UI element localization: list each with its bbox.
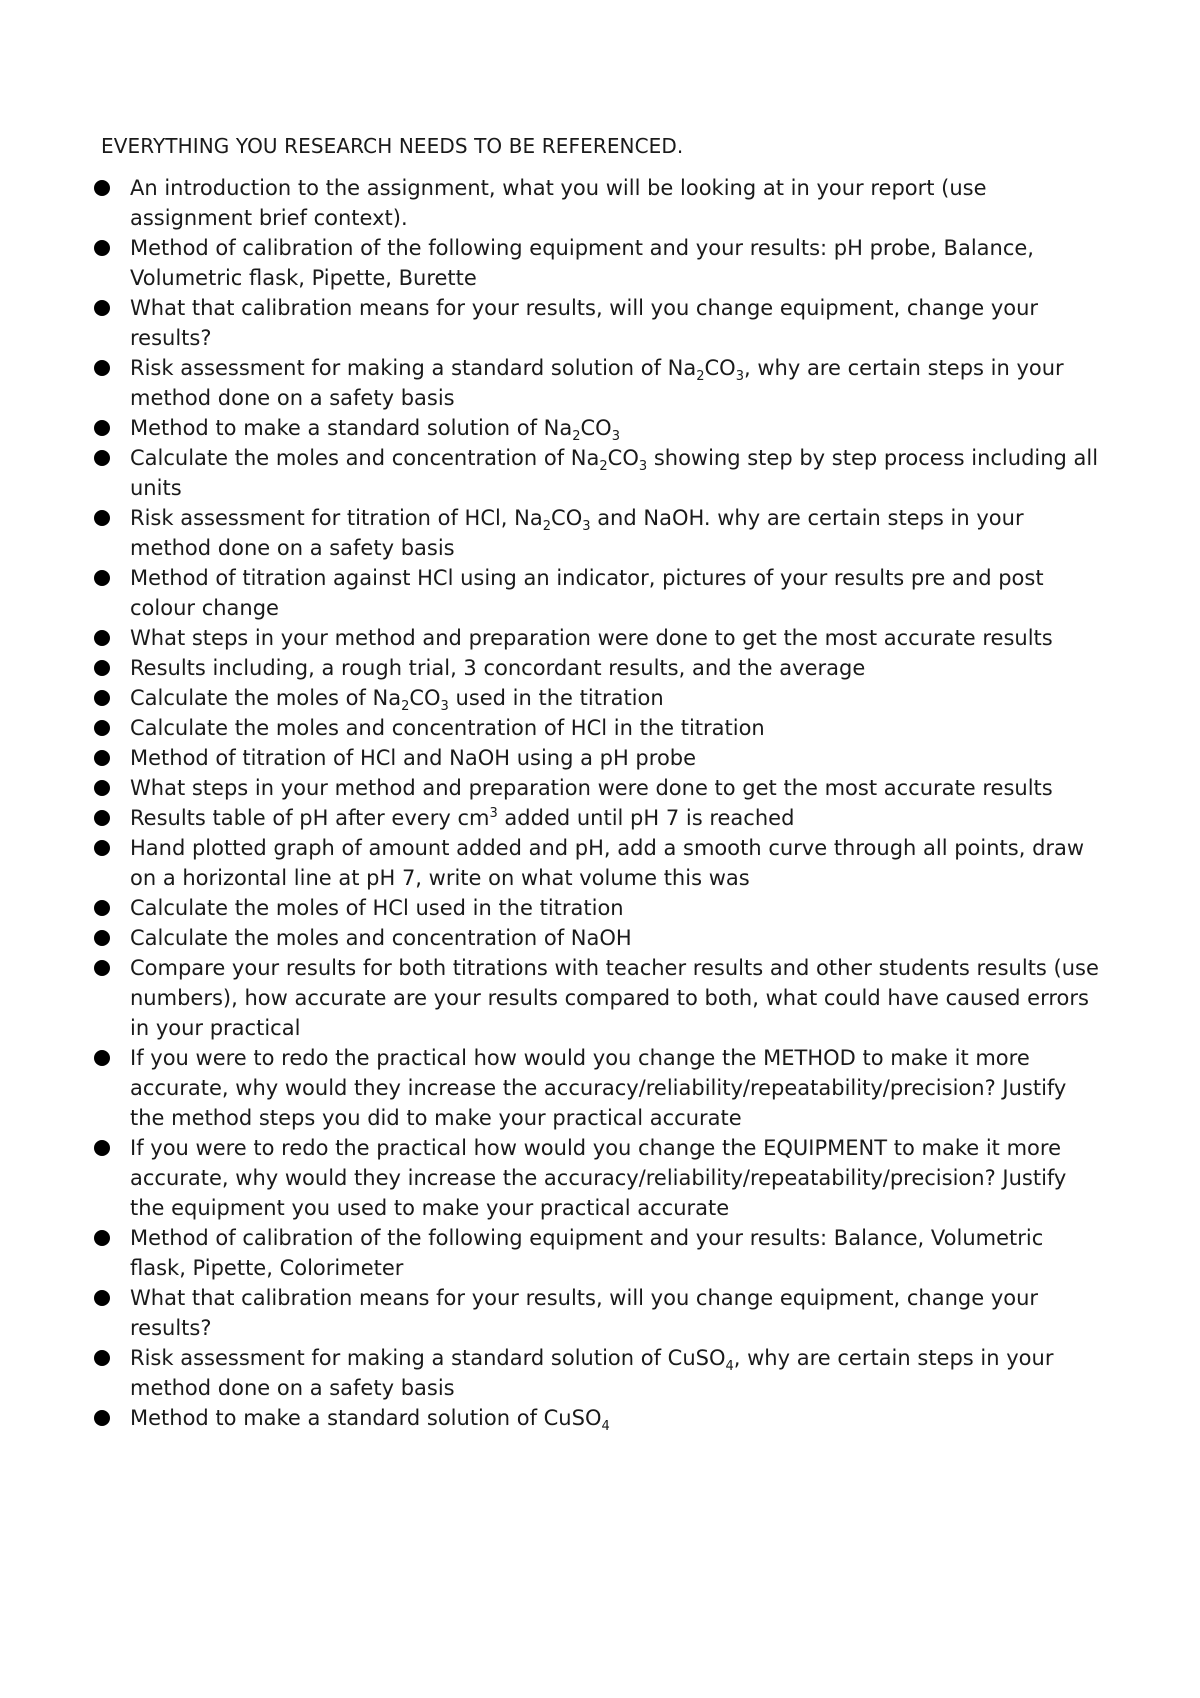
list-item	[94, 173, 1104, 233]
superscript: 3	[489, 806, 498, 821]
bullet-icon	[94, 1050, 110, 1066]
list-item	[94, 683, 1104, 713]
text-run: If you were to redo the practical how would you change the METHOD to make it more accurate, why would they increase the accuracy/reliability/repeatability/precision? Justify the method steps you did to make your practical accurate	[130, 1046, 1074, 1130]
bullet-icon	[94, 510, 110, 526]
text-run: Method of calibration of the following equipment and your results: Balance, Volumetric flask, Pipette, Colorimeter	[130, 1226, 1050, 1280]
bullet-icon	[94, 630, 110, 646]
list-item-text	[130, 503, 1104, 563]
list-item	[94, 773, 1104, 803]
bullet-icon	[94, 360, 110, 376]
text-run: Calculate the moles of HCl used in the titration	[130, 896, 624, 920]
subscript: 2	[572, 429, 581, 445]
list-item-text	[130, 413, 1104, 443]
text-run: , why are certain steps in your method done on a safety basis	[130, 356, 1071, 410]
list-item-text	[130, 353, 1104, 413]
bullet-icon	[94, 690, 110, 706]
subscript: 2	[696, 369, 705, 385]
bullet-icon	[94, 900, 110, 916]
text-run: CO	[409, 686, 441, 710]
text-run: Calculate the moles of Na	[130, 686, 402, 710]
text-run: Compare your results for both titrations with teacher results and other students results (use numbers), how accurate are your results compared to both, what could have caused errors in your practical	[130, 956, 1106, 1040]
text-run: CO	[551, 506, 583, 530]
text-run: If you were to redo the practical how would you change the EQUIPMENT to make it more accurate, why would they increase the accuracy/reliability/repeatability/precision? Justify the equipment you used to make your practical accurate	[130, 1136, 1074, 1220]
list-item-text	[130, 953, 1104, 1043]
list-item-text	[130, 923, 1104, 953]
bullet-icon	[94, 300, 110, 316]
text-run: Results including, a rough trial, 3 concordant results, and the average	[130, 656, 866, 680]
list-item	[94, 953, 1104, 1043]
list-item-text	[130, 893, 1104, 923]
bullet-icon	[94, 1350, 110, 1366]
text-run: Calculate the moles and concentration of NaOH	[130, 926, 632, 950]
list-item-text	[130, 743, 1104, 773]
list-item-text	[130, 773, 1104, 803]
subscript: 2	[542, 519, 552, 535]
list-item-text	[130, 1343, 1104, 1403]
list-item	[94, 563, 1104, 623]
list-item-text	[130, 293, 1104, 353]
list-item-text	[130, 173, 1104, 233]
subscript: 4	[725, 1359, 734, 1375]
list-item-text	[130, 563, 1104, 623]
list-item	[94, 623, 1104, 653]
list-item	[94, 713, 1104, 743]
bullet-icon	[94, 660, 110, 676]
subscript: 3	[582, 519, 591, 535]
bullet-icon	[94, 450, 110, 466]
list-item	[94, 923, 1104, 953]
subscript: 4	[601, 1419, 610, 1435]
list-item	[94, 443, 1104, 503]
subscript: 3	[735, 369, 744, 385]
list-item	[94, 1283, 1104, 1343]
text-run: Method to make a standard solution of CuSO	[130, 1406, 602, 1430]
list-item	[94, 503, 1104, 563]
bullet-icon	[94, 240, 110, 256]
text-run: Hand plotted graph of amount added and pH, add a smooth curve through all points, draw on a horizontal line at pH 7, write on what volume this was	[130, 836, 1091, 890]
list-item	[94, 1043, 1104, 1133]
text-run: Results table of pH after every cm	[130, 806, 490, 830]
text-run: Method to make a standard solution of Na	[130, 416, 573, 440]
list-item-text	[130, 1283, 1104, 1343]
document-heading: EVERYTHING YOU RESEARCH NEEDS TO BE REFERENCED.	[101, 134, 684, 158]
bullet-icon	[94, 960, 110, 976]
bullet-icon	[94, 720, 110, 736]
list-item	[94, 653, 1104, 683]
list-item	[94, 1133, 1104, 1223]
list-item-text	[130, 683, 1104, 713]
text-run: , why are certain steps in your method done on a safety basis	[130, 1346, 1061, 1400]
text-run: and NaOH. why are certain steps in your method done on a safety basis	[130, 506, 1031, 560]
text-run: Risk assessment for titration of HCl, Na	[130, 506, 543, 530]
bullet-icon	[94, 180, 110, 196]
list-item-text	[130, 1223, 1104, 1283]
subscript: 2	[599, 459, 608, 475]
list-item	[94, 413, 1104, 443]
list-item-text	[130, 1403, 1104, 1433]
list-item	[94, 833, 1104, 893]
list-item	[94, 233, 1104, 293]
text-run: Calculate the moles and concentration of Na	[130, 446, 600, 470]
bullet-icon	[94, 750, 110, 766]
text-run: Method of titration against HCl using an indicator, pictures of your results pre and post colour change	[130, 566, 1051, 620]
list-item-text	[130, 803, 1104, 833]
list-item-text	[130, 1043, 1104, 1133]
text-run: CO	[704, 356, 736, 380]
text-run: What that calibration means for your results, will you change equipment, change your results?	[130, 1286, 1045, 1340]
list-item	[94, 1223, 1104, 1283]
bullet-icon	[94, 840, 110, 856]
text-run: Calculate the moles and concentration of HCl in the titration	[130, 716, 765, 740]
bullet-icon	[94, 1410, 110, 1426]
text-run: Risk assessment for making a standard solution of CuSO	[130, 1346, 726, 1370]
list-item	[94, 353, 1104, 413]
subscript: 3	[440, 699, 449, 715]
text-run: What steps in your method and preparation were done to get the most accurate results	[130, 626, 1053, 650]
list-item	[94, 1343, 1104, 1403]
list-item-text	[130, 1133, 1104, 1223]
bullet-icon	[94, 420, 110, 436]
text-run: Risk assessment for making a standard solution of Na	[130, 356, 697, 380]
text-run: Method of calibration of the following equipment and your results: pH probe, Balance, Volumetric flask, Pipette, Burette	[130, 236, 1041, 290]
text-run: Method of titration of HCl and NaOH using a pH probe	[130, 746, 697, 770]
bullet-icon	[94, 1290, 110, 1306]
text-run: What steps in your method and preparation were done to get the most accurate results	[130, 776, 1053, 800]
list-item	[94, 743, 1104, 773]
list-item	[94, 893, 1104, 923]
list-item-text	[130, 623, 1104, 653]
text-run: showing step by step process including all units	[130, 446, 1105, 500]
subscript: 3	[638, 459, 648, 475]
list-item-text	[130, 443, 1104, 503]
task-list	[94, 173, 1104, 1433]
text-run: used in the titration	[448, 686, 664, 710]
text-run: What that calibration means for your results, will you change equipment, change your results?	[130, 296, 1045, 350]
list-item-text	[130, 233, 1104, 293]
bullet-icon	[94, 810, 110, 826]
text-run: An introduction to the assignment, what you will be looking at in your report (use assignment brief context).	[130, 176, 994, 230]
bullet-icon	[94, 780, 110, 796]
bullet-icon	[94, 1230, 110, 1246]
text-run: CO	[607, 446, 639, 470]
subscript: 2	[401, 699, 410, 715]
list-item	[94, 293, 1104, 353]
list-item-text	[130, 833, 1104, 893]
subscript: 3	[611, 429, 620, 445]
text-run: added until pH 7 is reached	[497, 806, 795, 830]
list-item-text	[130, 713, 1104, 743]
bullet-icon	[94, 930, 110, 946]
list-item-text	[130, 653, 1104, 683]
list-item	[94, 1403, 1104, 1433]
list-item	[94, 803, 1104, 833]
bullet-icon	[94, 570, 110, 586]
text-run: CO	[580, 416, 612, 440]
bullet-icon	[94, 1140, 110, 1156]
